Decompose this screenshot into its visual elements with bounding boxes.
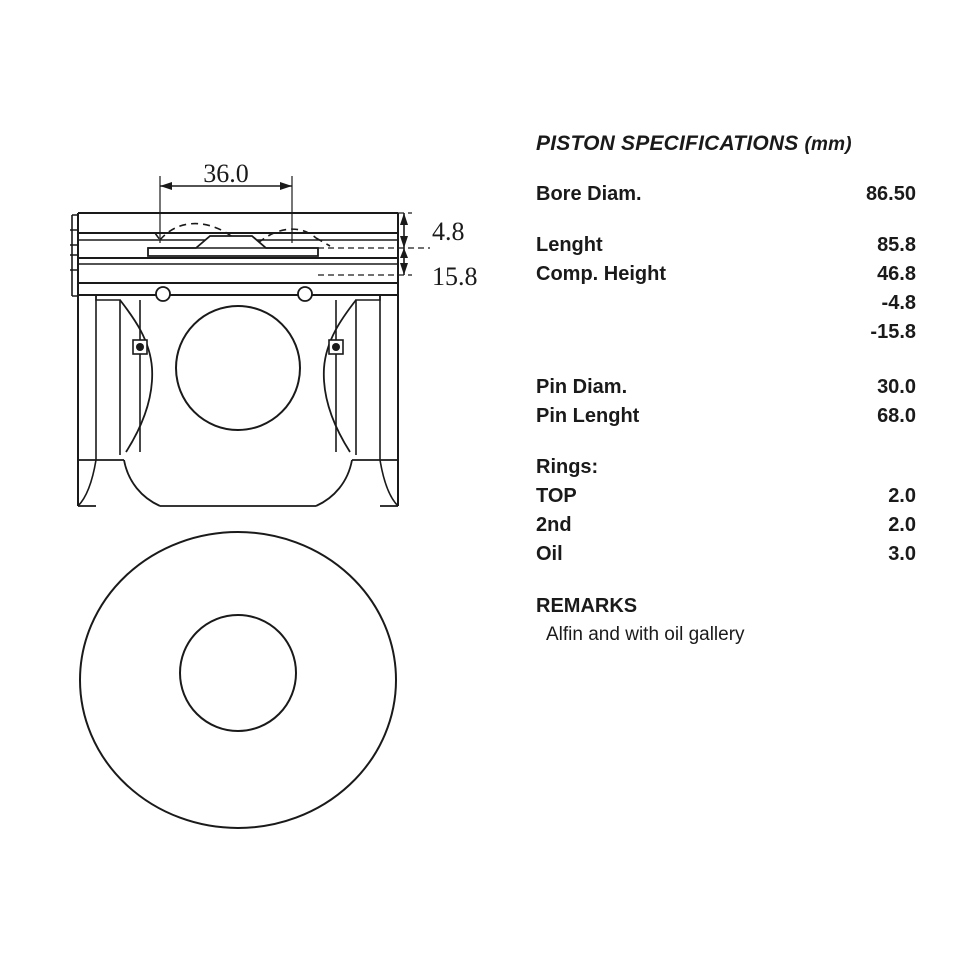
spec-row-ring-2nd	[536, 511, 916, 540]
spec-title	[536, 132, 916, 156]
spec-row-comp-height	[536, 260, 916, 289]
spacer	[536, 347, 916, 373]
web-left	[120, 300, 152, 452]
spec-label-comp-height: Comp. Height	[536, 263, 666, 285]
spec-label-rings: Rings:	[536, 456, 599, 478]
spacer	[536, 569, 916, 595]
spec-value-lenght: 85.8	[877, 234, 916, 256]
spec-value-pin-lenght: 68.0	[877, 405, 916, 427]
spec-label-pin-lenght: Pin Lenght	[536, 405, 640, 427]
spec-label-ring-top: TOP	[536, 485, 577, 507]
spec-title-unit: (mm)	[804, 134, 852, 155]
dim-label-depth-bottom: 15.8	[432, 262, 478, 291]
spec-value-ring-oil: 3.0	[888, 543, 916, 565]
spec-value-comp-height: 46.8	[877, 263, 916, 285]
spec-label-bore-diam: Bore Diam.	[536, 183, 642, 205]
top-view-pin-circle	[180, 615, 296, 731]
spec-value-ring-2nd: 2.0	[888, 514, 916, 536]
spec-value-comp-height-minus-1: -4.8	[881, 292, 916, 314]
spec-row-pin-diam	[536, 373, 916, 402]
spec-row-pin-lenght	[536, 402, 916, 431]
specifications-panel	[536, 132, 916, 646]
spec-label-ring-oil: Oil	[536, 543, 563, 565]
remarks-heading: REMARKS	[536, 595, 638, 617]
web-right	[324, 300, 356, 452]
spec-value-ring-top: 2.0	[888, 485, 916, 507]
spec-row-rings-heading	[536, 453, 916, 482]
spec-label-ring-2nd: 2nd	[536, 514, 572, 536]
spec-row-comp-height-minus-1	[536, 289, 916, 318]
dim-label-width: 36.0	[203, 159, 249, 188]
spec-row-ring-top	[536, 482, 916, 511]
oil-gallery-right	[298, 287, 312, 301]
spec-value-pin-diam: 30.0	[877, 376, 916, 398]
skirt-relief-right	[316, 460, 352, 506]
spacer	[536, 431, 916, 453]
spec-title-text: PISTON SPECIFICATIONS	[536, 132, 799, 155]
pin-bore	[176, 306, 300, 430]
oil-gallery-left	[156, 287, 170, 301]
spec-value-bore-diam: 86.50	[865, 183, 916, 205]
spec-row-lenght	[536, 231, 916, 260]
remarks-text: Alfin and with oil gallery	[546, 624, 745, 645]
spec-row-comp-height-minus-2	[536, 318, 916, 347]
dim-label-depth-top: 4.8	[432, 217, 465, 246]
spec-row-bore-diam	[536, 180, 916, 209]
skirt-relief-left	[124, 460, 160, 506]
spec-value-comp-height-minus-2: -15.8	[870, 321, 916, 343]
spec-label-lenght: Lenght	[536, 234, 603, 256]
spec-label-pin-diam: Pin Diam.	[536, 376, 628, 398]
spacer	[536, 209, 916, 231]
spec-row-ring-oil	[536, 540, 916, 569]
